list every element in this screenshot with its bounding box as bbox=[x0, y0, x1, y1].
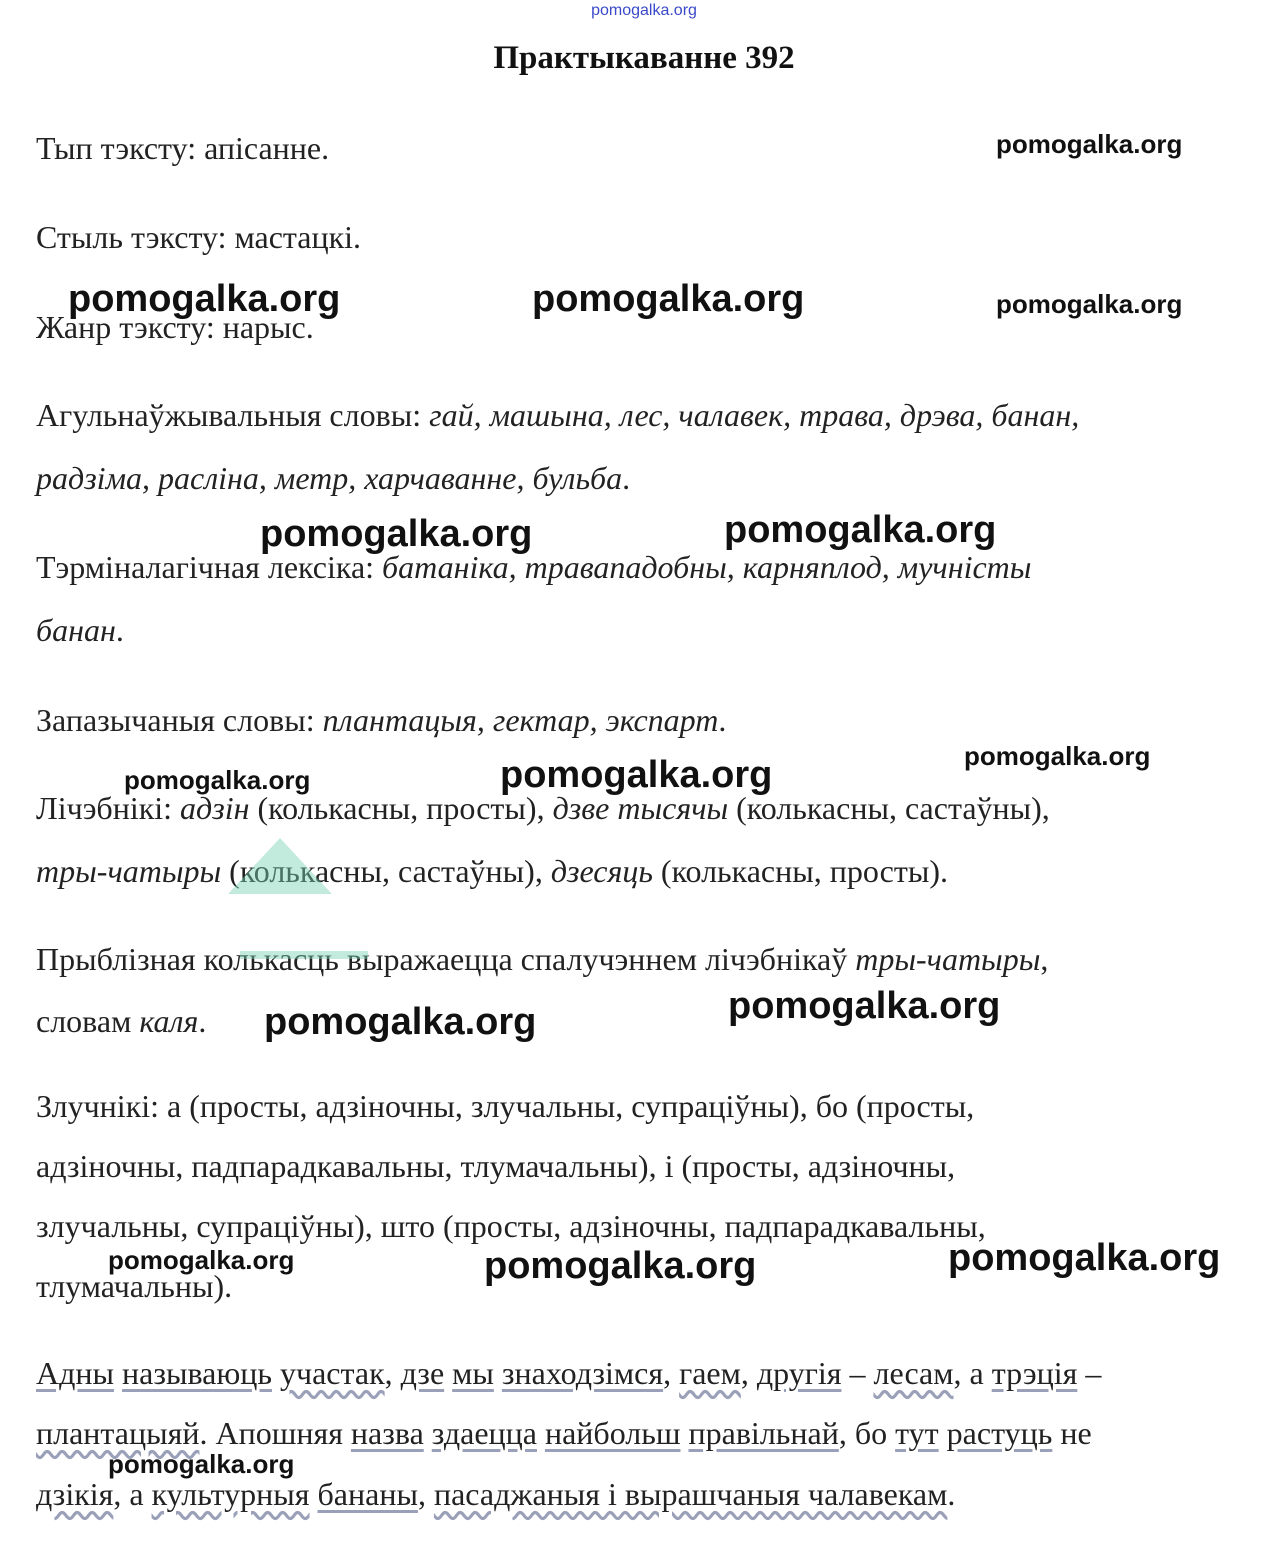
watermark: pomogalka.org bbox=[260, 513, 533, 555]
marked-word: знаходзімся bbox=[501, 1355, 664, 1391]
plain-text bbox=[114, 1355, 122, 1391]
marked-word: тут bbox=[895, 1415, 939, 1451]
plain-text bbox=[494, 1355, 502, 1391]
plain-text: не bbox=[1052, 1415, 1092, 1451]
watermark: pomogalka.org bbox=[728, 985, 1001, 1027]
marked-word: гаем bbox=[679, 1355, 741, 1391]
plain-text: – bbox=[841, 1355, 874, 1391]
period: . bbox=[622, 460, 631, 496]
plain-text bbox=[310, 1476, 318, 1512]
borrowed-line bbox=[36, 702, 726, 739]
plain-text: – bbox=[1077, 1355, 1102, 1391]
watermark: pomogalka.org bbox=[108, 1449, 295, 1479]
sentence-line-3 bbox=[36, 1476, 955, 1513]
watermark: pomogalka.org bbox=[532, 278, 805, 320]
marked-word: другія bbox=[756, 1355, 842, 1391]
sentence-line-1 bbox=[36, 1355, 1101, 1392]
common-words-line-1 bbox=[36, 397, 1079, 434]
plain-text: , bbox=[740, 1355, 757, 1391]
marked-word: Адны bbox=[36, 1355, 115, 1391]
borrowed-label: Запазычаныя словы: bbox=[36, 702, 323, 738]
marked-word: дзе bbox=[400, 1355, 445, 1391]
sentence-line-2 bbox=[36, 1415, 1092, 1452]
marked-word: плантацыяй bbox=[36, 1415, 200, 1451]
plain-text: . bbox=[947, 1476, 956, 1512]
conj-line-4: тлумачальны). bbox=[36, 1268, 233, 1304]
numeral-4-desc: (колькасны, просты). bbox=[652, 853, 948, 889]
numeral-4: дзесяць bbox=[550, 853, 653, 889]
marked-word: называюць bbox=[122, 1355, 272, 1391]
page-title: Практыкаванне 392 bbox=[493, 40, 795, 76]
numeral-3: тры-чатыры bbox=[36, 853, 222, 889]
marked-word: трэція bbox=[991, 1355, 1078, 1391]
term-label: Тэрміналагічная лексіка: bbox=[36, 549, 383, 585]
watermark: pomogalka.org bbox=[948, 1237, 1221, 1279]
approx-italic-2: каля bbox=[139, 1003, 199, 1039]
marked-word: найбольш bbox=[544, 1415, 681, 1451]
numeral-3-desc: (колькасны, састаўны), bbox=[221, 853, 551, 889]
text-style: Стыль тэксту: мастацкі. bbox=[36, 219, 362, 255]
plain-text bbox=[424, 1415, 432, 1451]
marked-word: пасаджаныя і вырашчаныя чалавекам bbox=[433, 1476, 948, 1512]
watermark: pomogalka.org bbox=[124, 765, 311, 795]
term-words-2: банан bbox=[36, 612, 116, 648]
marked-word: участак bbox=[280, 1355, 385, 1391]
plain-text: , а bbox=[113, 1476, 152, 1512]
marked-word: бананы bbox=[317, 1476, 418, 1512]
plain-text bbox=[939, 1415, 947, 1451]
common-words-line-2 bbox=[36, 460, 630, 497]
numerals-label: Лічэбнікі: bbox=[36, 790, 181, 826]
text-genre: Жанр тэксту: нарыс. bbox=[36, 309, 314, 345]
watermark: pomogalka.org bbox=[108, 1245, 295, 1275]
plain-text: , bbox=[663, 1355, 680, 1391]
conj-line-1: Злучнікі: а (просты, адзіночны, злучальны, супраціўны), бо (просты, bbox=[36, 1088, 975, 1124]
watermark: pomogalka.org bbox=[264, 1001, 537, 1043]
conj-line-3: злучальны, супраціўны), што (просты, адзіночны, падпарадкавальны, bbox=[36, 1208, 986, 1244]
plain-text: , bbox=[384, 1355, 401, 1391]
marked-word: растуць bbox=[946, 1415, 1053, 1451]
term-line-2 bbox=[36, 612, 124, 649]
marked-word: мы bbox=[452, 1355, 494, 1391]
term-words-1: батаніка, травападобны, карняплод, мучністы bbox=[382, 549, 1032, 585]
borrowed-words: плантацыя, гектар, экспарт bbox=[322, 702, 719, 738]
plain-text: , бо bbox=[838, 1415, 896, 1451]
period: . bbox=[115, 612, 124, 648]
numeral-2-desc: (колькасны, састаўны), bbox=[728, 790, 1050, 826]
common-words-1: гай, машына, лес, чалавек, трава, дрэва, банан, bbox=[429, 397, 1080, 433]
watermark: pomogalka.org bbox=[964, 741, 1151, 771]
site-link[interactable]: pomogalka.org bbox=[591, 2, 697, 19]
approx-line-1 bbox=[36, 941, 1048, 978]
marked-word: здаецца bbox=[431, 1415, 537, 1451]
plain-text bbox=[272, 1355, 280, 1391]
period: . bbox=[718, 702, 727, 738]
watermark: pomogalka.org bbox=[724, 509, 997, 551]
watermark: pomogalka.org bbox=[996, 289, 1183, 319]
marked-word: лесам bbox=[873, 1355, 954, 1391]
plain-text: , а bbox=[953, 1355, 992, 1391]
text-type: Тып тэксту: апісанне. bbox=[36, 130, 330, 166]
numeral-1-desc: (колькасны, просты), bbox=[249, 790, 553, 826]
approx-italic: тры-чатыры bbox=[855, 941, 1041, 977]
approx-line-2 bbox=[36, 1003, 206, 1040]
watermark: pomogalka.org bbox=[996, 129, 1183, 159]
common-words-2: радзіма, расліна, метр, харчаванне, бульба bbox=[36, 460, 623, 496]
numeral-1: адзін bbox=[180, 790, 250, 826]
marked-word: культурныя bbox=[151, 1476, 310, 1512]
numeral-2: дзве тысячы bbox=[552, 790, 729, 826]
numerals-line-2 bbox=[36, 853, 948, 890]
approx-text: Прыблізная колькасць выражаецца спалучэннем лічэбнікаў bbox=[36, 941, 856, 977]
approx-comma: , bbox=[1040, 941, 1049, 977]
term-line-1 bbox=[36, 549, 1031, 586]
highlight-mark bbox=[240, 951, 368, 959]
plain-text: . Апошняя bbox=[199, 1415, 351, 1451]
period: . bbox=[198, 1003, 207, 1039]
watermark: pomogalka.org bbox=[68, 278, 341, 320]
watermark: pomogalka.org bbox=[484, 1245, 757, 1287]
plain-text: , bbox=[417, 1476, 434, 1512]
marked-word: назва bbox=[350, 1415, 424, 1451]
plain-text bbox=[444, 1355, 452, 1391]
approx-text-2: словам bbox=[36, 1003, 140, 1039]
watermark: pomogalka.org bbox=[500, 754, 773, 796]
conj-line-2: адзіночны, падпарадкавальны, тлумачальны), і (просты, адзіночны, bbox=[36, 1148, 956, 1184]
marked-word: правільнай bbox=[688, 1415, 839, 1451]
mountain-logo-icon bbox=[228, 838, 332, 894]
common-label: Агульнаўжывальныя словы: bbox=[36, 397, 430, 433]
plain-text bbox=[537, 1415, 545, 1451]
marked-word: дзікія bbox=[36, 1476, 114, 1512]
